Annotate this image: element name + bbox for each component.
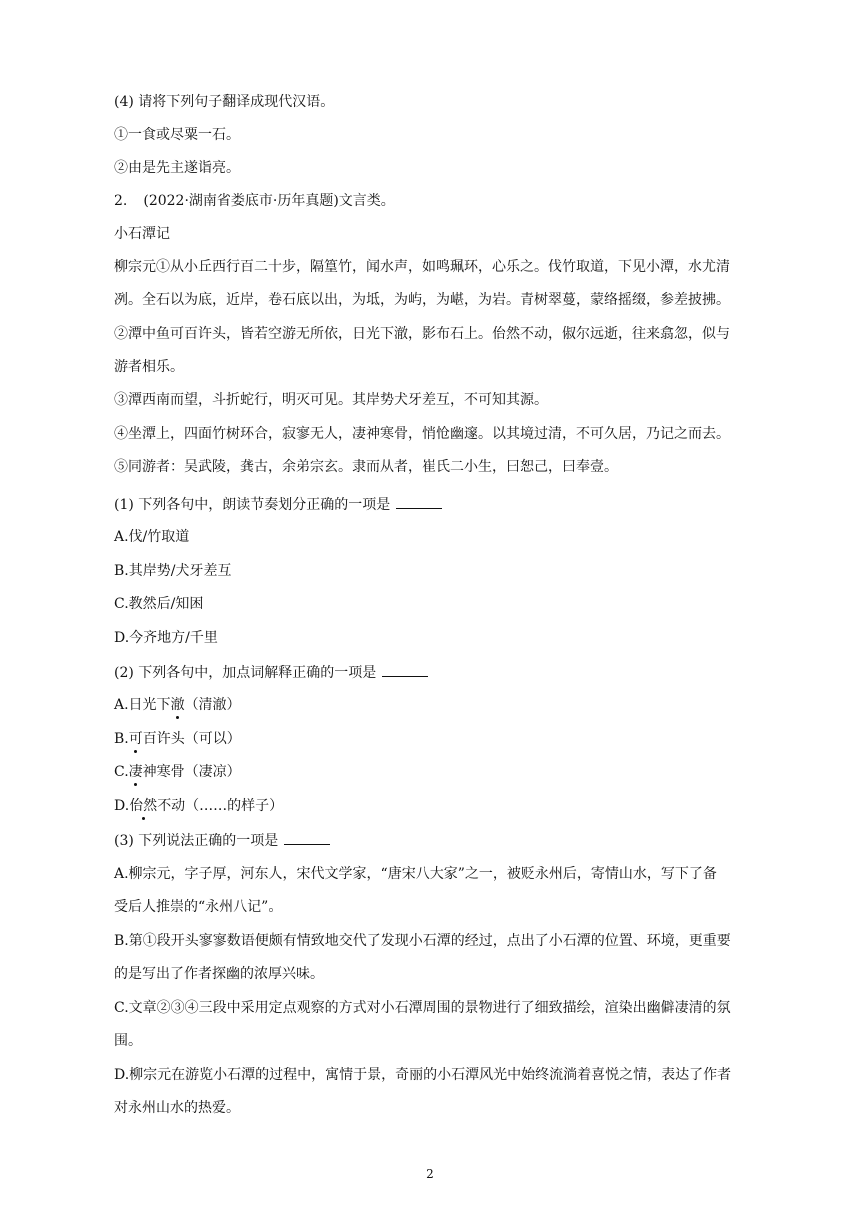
option-a — [114, 695, 794, 715]
option-text: B. — [114, 731, 129, 747]
option-text: （清澈） — [184, 697, 241, 713]
option-b-continued: 的是写出了作者探幽的浓厚兴味。 — [114, 966, 324, 982]
dotted-word: 凄 — [128, 764, 143, 780]
option-text: D. — [114, 798, 130, 814]
passage-title: 小石潭记 — [114, 226, 170, 242]
passage-line: 冽。全石以为底，近岸，卷石底以出，为坻，为屿，为嵁，为岩。青树翠蔓，蒙络摇缀，参差披拂。 — [114, 292, 730, 308]
passage-line: ⑤同游者：吴武陵，龚古，余弟宗玄。隶而从者，崔氏二小生，曰恕己，曰奉壹。 — [114, 459, 618, 475]
passage-line: 柳宗元①从小丘西行百二十步，隔篁竹，闻水声，如鸣珮环，心乐之。伐竹取道，下见小潭，水尤清 — [114, 259, 730, 275]
sub-question-3-text: (3) 下列说法正确的一项是 — [114, 833, 279, 849]
option-text: 不动（……的样子） — [157, 798, 284, 814]
sub-question-3 — [114, 830, 794, 851]
option-c-continued: 围。 — [114, 1033, 142, 1049]
option-c: C.教然后/知困 — [114, 596, 204, 612]
question-2-number: 2. — [114, 193, 128, 209]
sub-question-1 — [114, 494, 794, 515]
dotted-word: 佁然 — [129, 798, 158, 814]
option-b — [114, 729, 794, 749]
sub-question-1-text: (1) 下列各句中，朗读节奏划分正确的一项是 — [114, 497, 391, 513]
question-4-sentence-1: ①一食或尽粟一石。 — [114, 127, 240, 143]
option-b: B.第①段开头寥寥数语便颇有情致地交代了发现小石潭的经过，点出了小石潭的位置、环境，更重要 — [114, 933, 731, 949]
passage-line: ④坐潭上，四面竹树环合，寂寥无人，凄神寒骨，悄怆幽邃。以其境过清，不可久居，乃记之而去。 — [114, 426, 730, 442]
sub-question-2-text: (2) 下列各句中，加点词解释正确的一项是 — [114, 665, 377, 681]
question-4-prompt: (4) 请将下列句子翻译成现代汉语。 — [114, 94, 335, 110]
answer-blank — [284, 830, 330, 845]
option-a: A.柳宗元，字子厚，河东人，宋代文学家，“唐宋八大家”之一，被贬永州后，寄情山水，写下了备 — [114, 866, 717, 882]
question-4-sentence-2: ②由是先主遂诣亮。 — [114, 160, 240, 176]
sub-question-2 — [114, 662, 794, 683]
option-c — [114, 762, 794, 782]
dotted-word: 澈 — [170, 697, 185, 713]
passage-line: ③潭西南而望，斗折蛇行，明灭可见。其岸势犬牙差互，不可知其源。 — [114, 392, 548, 408]
passage-line: 游者相乐。 — [114, 359, 184, 375]
answer-blank — [382, 662, 428, 677]
option-b: B.其岸势/犬牙差互 — [114, 563, 232, 579]
option-d: D.今齐地方/千里 — [114, 630, 218, 646]
answer-blank — [396, 494, 442, 509]
option-c: C.文章②③④三段中采用定点观察的方式对小石潭周围的景物进行了细致描绘，渲染出幽僻凄清的氛 — [114, 1000, 731, 1016]
passage-line: ②潭中鱼可百许头，皆若空游无所依，日光下澈，影布石上。佁然不动，俶尔远逝，往来翕忽，似与 — [114, 326, 730, 342]
question-2-source: (2022·湖南省娄底市·历年真题)文言类。 — [143, 193, 395, 209]
option-d-continued: 对永州山水的热爱。 — [114, 1100, 240, 1116]
option-d: D.柳宗元在游览小石潭的过程中，寓情于景，奇丽的小石潭风光中始终流淌着喜悦之情，表达了作者 — [114, 1067, 732, 1083]
dotted-word: 可 — [128, 731, 143, 747]
option-text: 神寒骨（凄凉） — [142, 764, 241, 780]
option-a-continued: 受后人推崇的“永州八记”。 — [114, 899, 283, 915]
option-d — [114, 796, 794, 816]
option-text: 百许头（可以） — [142, 731, 241, 747]
option-text: C. — [114, 764, 129, 780]
page-number: 2 — [426, 1167, 434, 1181]
question-2-heading — [114, 191, 794, 211]
option-a: A.伐/竹取道 — [114, 529, 190, 545]
option-text: A.日光下 — [114, 697, 171, 713]
